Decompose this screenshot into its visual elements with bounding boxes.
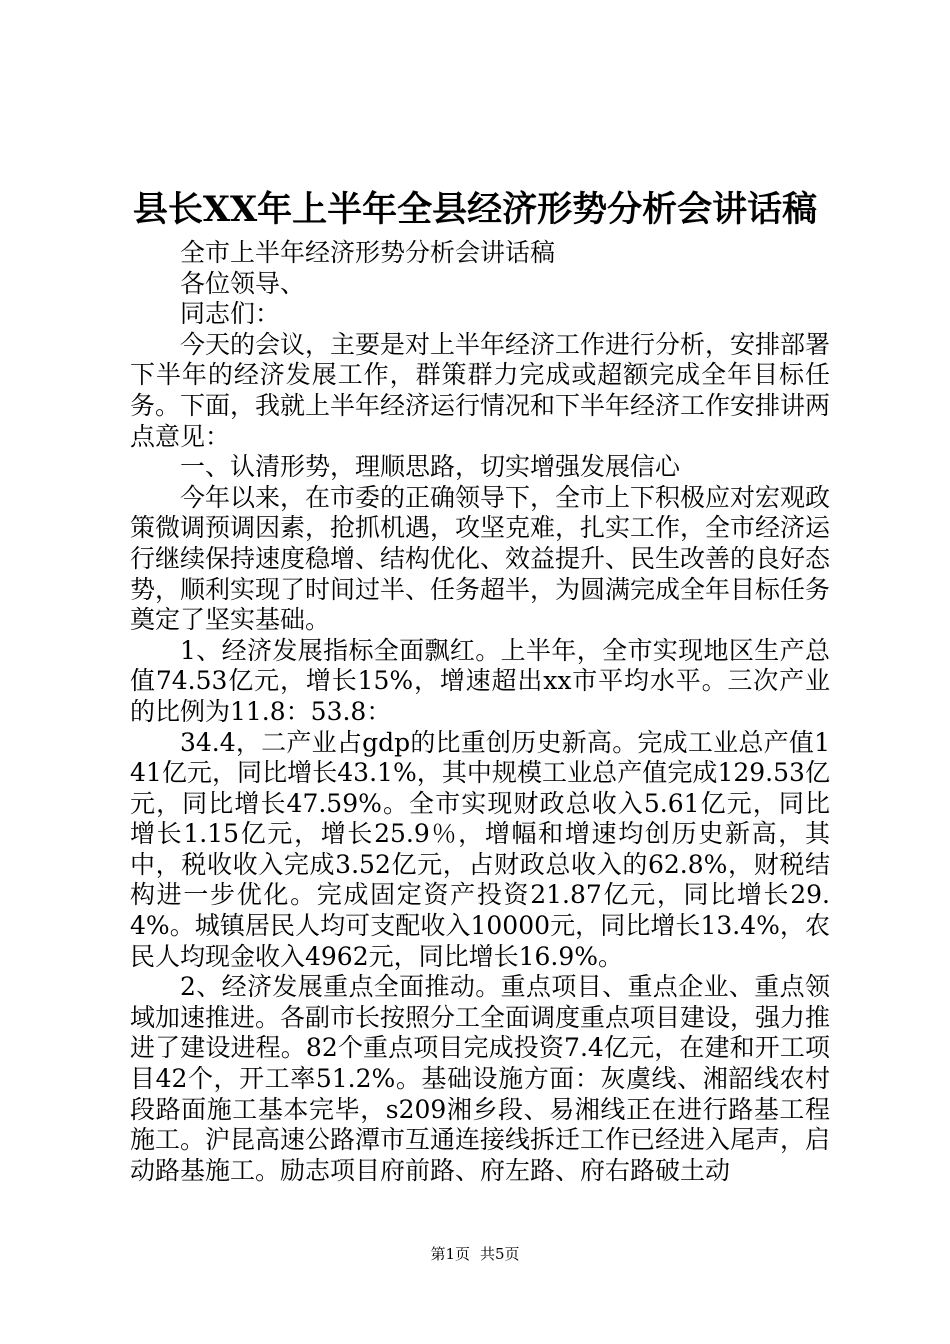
document-body	[130, 238, 830, 1186]
body-paragraph: 2、经济发展重点全面推动。重点项目、重点企业、重点领域加速推进。各副市长按照分工全面调度重点项目建设，强力推进了建设进程。82个重点项目完成投资7.4亿元，在建和开工项目42个，开工率51.2%。基础设施方面：灰虞线、湘韶线农村段路面施工基本完毕，s209湘乡段、易湘线正在进行路基工程施工。沪昆高速公路潭市互通连接线拆迁工作已经进入尾声，启动路基施工。励志项目府前路、府左路、府右路破土动	[130, 972, 831, 1185]
intro-paragraph: 今天的会议，主要是对上半年经济工作进行分析，安排部署下半年的经济发展工作，群策群力完成或超额完成全年目标任务。下面，我就上半年经济运行情况和下半年经济工作安排讲两点意见：	[130, 329, 831, 451]
subtitle-paragraph: 全市上半年经济形势分析会讲话稿	[180, 238, 556, 267]
salutation-line-1: 各位领导、	[180, 268, 306, 298]
page-total: 共5页	[480, 1245, 520, 1263]
page-number: 第1页	[430, 1245, 470, 1263]
section-heading-1: 一、认清形势，理顺思路，切实增强发展信心	[180, 452, 681, 482]
page-footer	[0, 1244, 950, 1264]
document-title: 县长XX年上半年全县经济形势分析会讲话稿	[132, 189, 818, 230]
body-paragraph: 34.4，二产业占gdp的比重创历史新高。完成工业总产值141亿元，同比增长43.1%，其中规模工业总产值完成129.53亿元，同比增长47.59%。全市实现财政总收入5.61亿元，同比增长1.15亿元，增长25.9％，增幅和增速均创历史新高，其中，税收收入完成3.52亿元，占财政总收入的62.8%，财税结构进一步优化。完成固定资产投资21.87亿元，同比增长29.4%。城镇居民人均可支配收入10000元，同比增长13.4%，农民人均现金收入4962元，同比增长16.9%。	[130, 727, 830, 971]
body-paragraph: 1、经济发展指标全面飘红。上半年，全市实现地区生产总值74.53亿元，增长15%，增速超出xx市平均水平。三次产业的比例为11.8：53.8：	[130, 635, 830, 726]
salutation-line-2: 同志们：	[180, 299, 281, 329]
body-paragraph: 今年以来，在市委的正确领导下，全市上下积极应对宏观政策微调预调因素，抢抓机遇，攻坚克难，扎实工作，全市经济运行继续保持速度稳增、结构优化、效益提升、民生改善的良好态势，顺利实现了时间过半、任务超半，为圆满完成全年目标任务奠定了坚实基础。	[130, 482, 831, 635]
